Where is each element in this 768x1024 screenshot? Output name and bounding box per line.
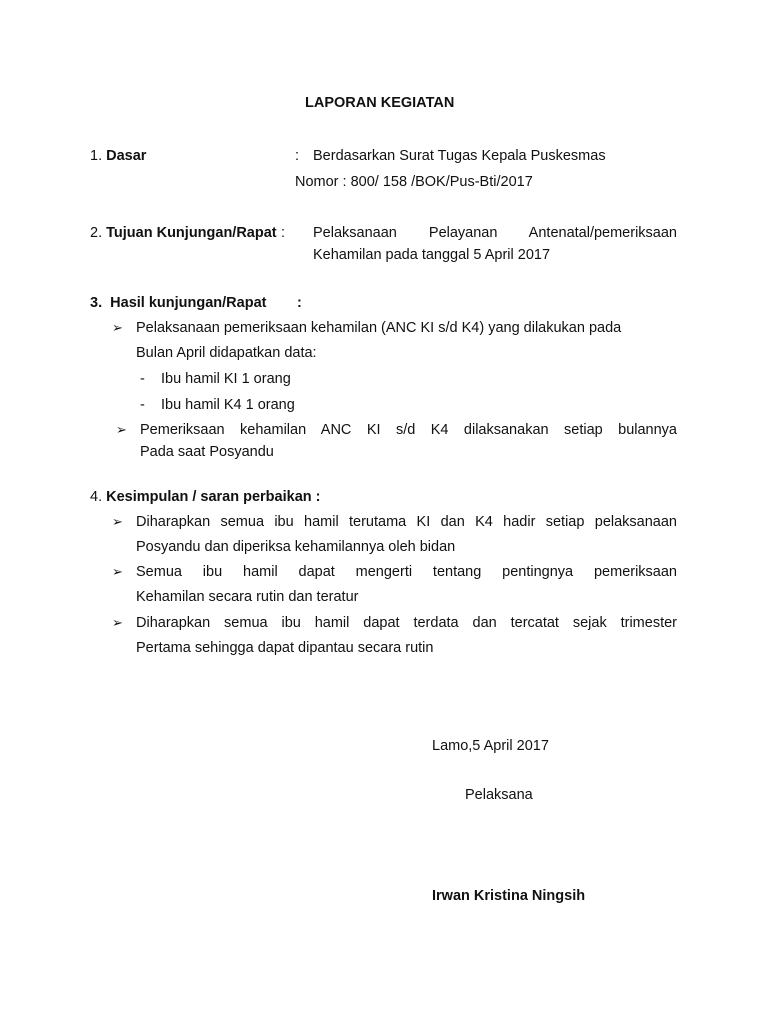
section4-label: Kesimpulan / saran perbaikan :	[106, 489, 321, 505]
section1-colon: :	[295, 148, 300, 164]
section4-bullet2-line1: Semua ibu hamil dapat mengerti tentang pentingnya pemeriksaan	[136, 564, 677, 580]
section4-bullet3-line1: Diharapkan semua ibu hamil dapat terdata dan tercatat sejak trimester	[136, 615, 677, 631]
section2-line1: Pelaksanaan Pelayanan Antenatal/pemeriksaan	[313, 225, 677, 241]
section2-heading	[90, 221, 277, 245]
arrow-bullet-icon: ➢	[112, 514, 123, 529]
section3-sub1: Ibu hamil KI 1 orang	[161, 371, 291, 387]
section1-line2: Nomor : 800/ 158 /BOK/Pus-Bti/2017	[295, 174, 533, 190]
section3-sub2: Ibu hamil K4 1 orang	[161, 397, 295, 413]
section1-line1: Berdasarkan Surat Tugas Kepala Puskesmas	[313, 148, 606, 164]
section2-line2: Kehamilan pada tanggal 5 April 2017	[313, 247, 551, 263]
section4-bullet3-line2: Pertama sehingga dapat dipantau secara rutin	[136, 640, 434, 656]
section2-number: 2.	[90, 225, 103, 241]
section3-heading	[90, 291, 266, 315]
section2-label: Tujuan Kunjungan/Rapat	[106, 225, 277, 241]
section4-bullet2-line2: Kehamilan secara rutin dan teratur	[136, 589, 359, 605]
section4-bullet1-line2: Posyandu dan diperiksa kehamilannya oleh bidan	[136, 539, 456, 555]
section2-colon: :	[281, 225, 286, 241]
signature-place-date: Lamo,5 April 2017	[432, 738, 549, 754]
section4-number: 4.	[90, 489, 103, 505]
arrow-bullet-icon: ➢	[116, 422, 127, 437]
signature-name: Irwan Kristina Ningsih	[432, 888, 586, 904]
document-title: LAPORAN KEGIATAN	[305, 95, 455, 111]
section1-number: 1.	[90, 148, 103, 164]
section3-colon: :	[297, 295, 302, 311]
section3-bullet2-line2: Pada saat Posyandu	[140, 444, 274, 460]
section3-bullet2-line1: Pemeriksaan kehamilan ANC KI s/d K4 dilaksanakan setiap bulannya	[140, 422, 677, 438]
dash-bullet-icon: -	[140, 371, 145, 387]
section1-label: Dasar	[106, 148, 147, 164]
section1-heading	[90, 144, 146, 168]
arrow-bullet-icon: ➢	[112, 564, 123, 579]
section4-heading	[90, 485, 320, 509]
section3-label: Hasil kunjungan/Rapat	[110, 295, 267, 311]
dash-bullet-icon: -	[140, 397, 145, 413]
section3-bullet1-line2: Bulan April didapatkan data:	[136, 345, 317, 361]
arrow-bullet-icon: ➢	[112, 615, 123, 630]
signature-role: Pelaksana	[465, 787, 533, 803]
section3-bullet1-line1: Pelaksanaan pemeriksaan kehamilan (ANC KI s/d K4) yang dilakukan pada	[136, 320, 622, 336]
arrow-bullet-icon: ➢	[112, 320, 123, 335]
section4-bullet1-line1: Diharapkan semua ibu hamil terutama KI dan K4 hadir setiap pelaksanaan	[136, 514, 677, 530]
section3-number: 3.	[90, 295, 103, 311]
